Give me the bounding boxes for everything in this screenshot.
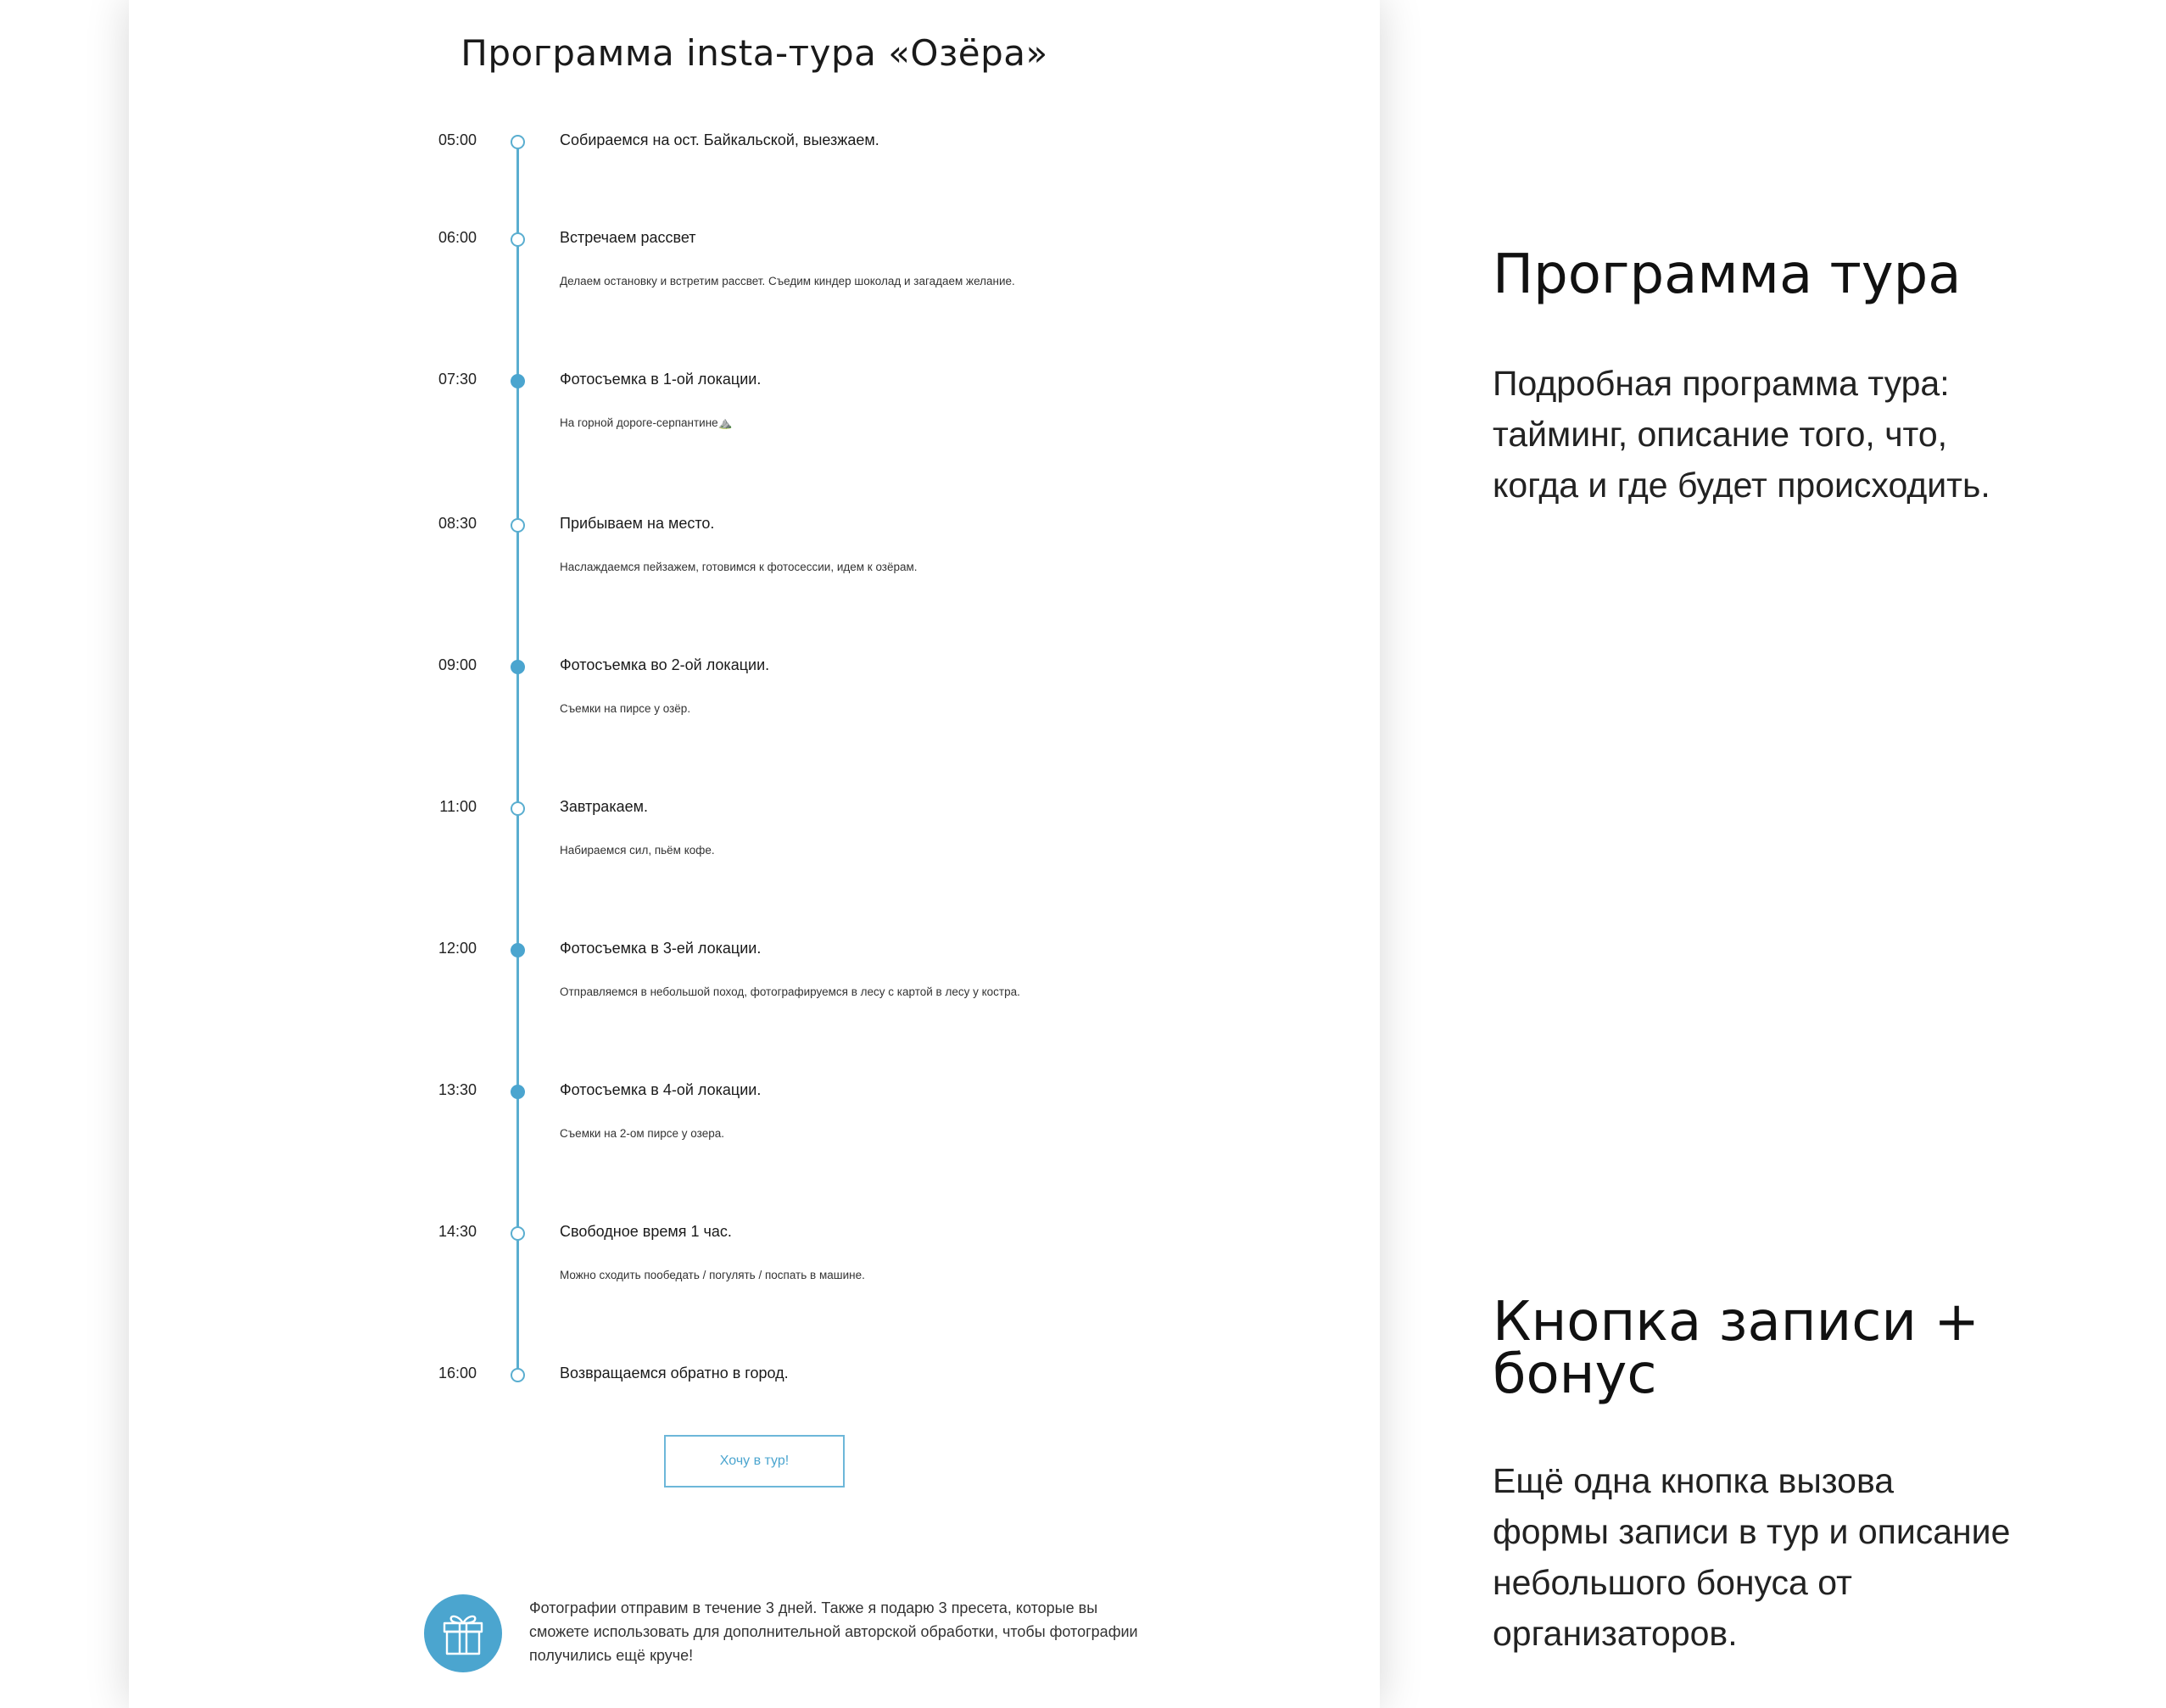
- bonus-text: Фотографии отправим в течение 3 дней. Также я подарю 3 пресета, которые вы сможете использовать для дополнительной авторской обработки, чтобы фотографии получились ещё круче!: [529, 1599, 1138, 1664]
- timeline-time: 09:00: [438, 656, 477, 673]
- timeline-desc: Съемки на пирсе у озёр.: [560, 702, 691, 715]
- timeline-title: Встречаем рассвет: [560, 229, 696, 246]
- timeline-title: Свободное время 1 час.: [560, 1223, 732, 1240]
- timeline-dot-filled: [511, 943, 525, 957]
- side-section1-title: Программа тура: [1493, 243, 1962, 306]
- timeline-line: [516, 144, 519, 1379]
- timeline-dot-hollow: [511, 1368, 525, 1382]
- timeline-title: Возвращаемся обратно в город.: [560, 1365, 789, 1381]
- timeline-dot-hollow: [511, 801, 525, 816]
- timeline-dot-filled: [511, 660, 525, 674]
- timeline-desc: Отправляемся в небольшой поход, фотографируемся в лесу с картой в лесу у костра.: [560, 985, 1020, 998]
- timeline-desc: На горной дороге-серпантине⛰️: [560, 416, 733, 429]
- timeline-title: Завтракаем.: [560, 798, 648, 815]
- timeline-title: Собираемся на ост. Байкальской, выезжаем.: [560, 131, 879, 148]
- timeline-time: 13:30: [438, 1081, 477, 1098]
- join-tour-button[interactable]: Хочу в тур!: [664, 1435, 845, 1488]
- timeline-dot-hollow: [511, 232, 525, 247]
- timeline-time: 14:30: [438, 1223, 477, 1240]
- side-section1-text: Подробная программа тура: тайминг, описание того, что, когда и где будет происходить.: [1493, 364, 1990, 505]
- timeline-dot-hollow: [511, 518, 525, 533]
- timeline-dot-hollow: [511, 1226, 525, 1241]
- timeline-desc: Съемки на 2-ом пирсе у озера.: [560, 1127, 724, 1140]
- timeline-dot-filled: [511, 1085, 525, 1099]
- timeline-title: Фотосъемка во 2-ой локации.: [560, 656, 770, 673]
- timeline-title: Фотосъемка в 4-ой локации.: [560, 1081, 762, 1098]
- timeline-desc: Делаем остановку и встретим рассвет. Съедим киндер шоколад и загадаем желание.: [560, 275, 1015, 287]
- timeline-desc: Набираемся сил, пьём кофе.: [560, 844, 715, 857]
- timeline-desc: Можно сходить пообедать / погулять / поспать в машине.: [560, 1269, 865, 1281]
- timeline-time: 12:00: [438, 940, 477, 957]
- side-section2-title: Кнопка записи + бонус: [1493, 1291, 1979, 1406]
- tour-program-card: [129, 0, 1380, 1708]
- timeline-time: 06:00: [438, 229, 477, 246]
- timeline-time: 11:00: [439, 798, 477, 815]
- program-title: Программа insta-тура «Озёра»: [461, 32, 1048, 74]
- timeline-time: 05:00: [438, 131, 477, 148]
- side-section2-text: Ещё одна кнопка вызова формы записи в тур и описание небольшого бонуса от организаторов.: [1493, 1461, 2011, 1653]
- timeline-time: 07:30: [438, 371, 477, 388]
- timeline-title: Фотосъемка в 1-ой локации.: [560, 371, 762, 388]
- gift-icon: [424, 1594, 502, 1672]
- timeline-title: Прибываем на место.: [560, 515, 715, 532]
- timeline-dot-filled: [511, 374, 525, 388]
- timeline-desc: Наслаждаемся пейзажем, готовимся к фотосессии, идем к озёрам.: [560, 561, 918, 573]
- timeline-title: Фотосъемка в 3-ей локации.: [560, 940, 762, 957]
- timeline-dot-hollow: [511, 135, 525, 149]
- timeline-time: 08:30: [438, 515, 477, 532]
- timeline-time: 16:00: [438, 1365, 477, 1381]
